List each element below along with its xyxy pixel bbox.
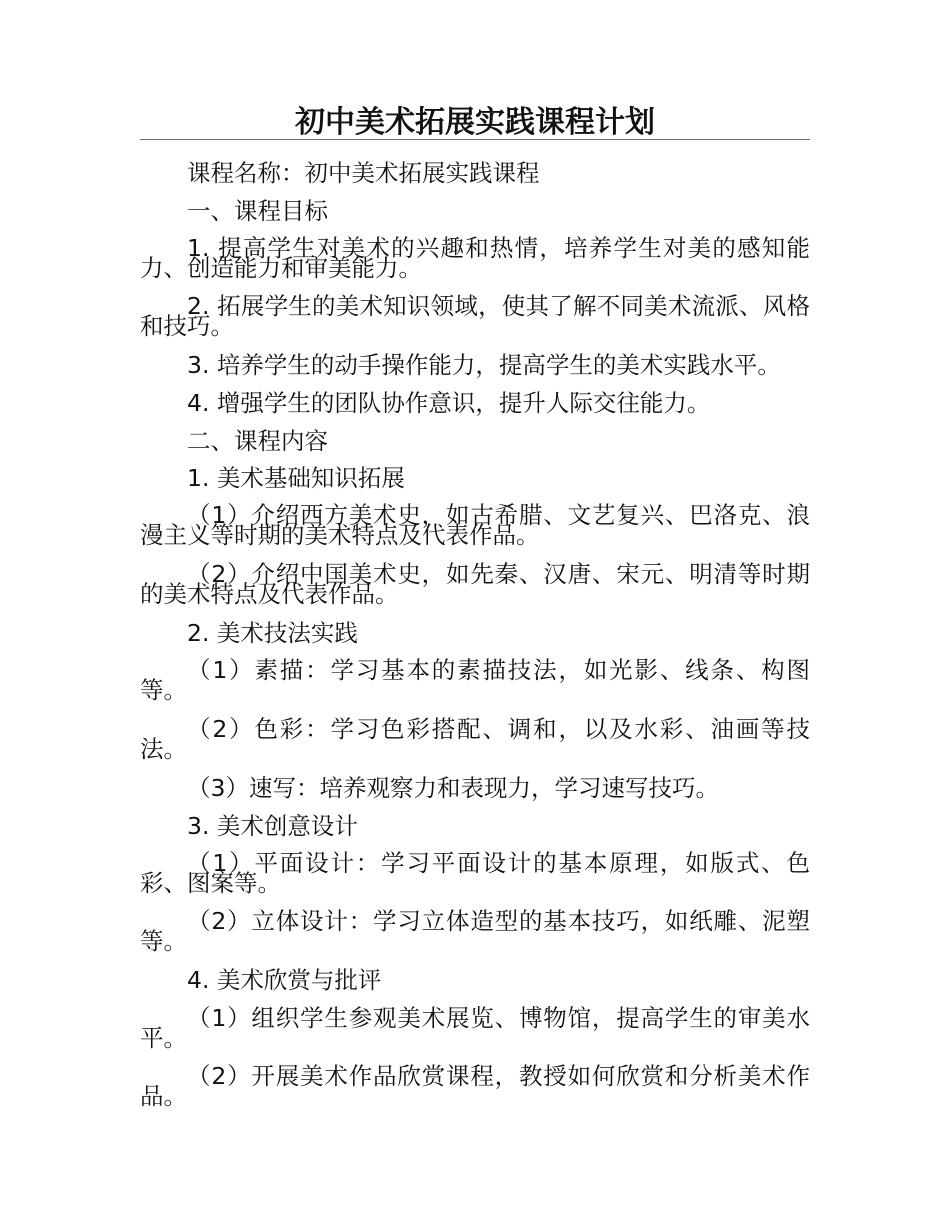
topic-heading: 1. 美术基础知识拓展 <box>187 464 405 492</box>
topic-item: （2）开展美术作品欣赏课程，教授如何欣赏和分析美术作品。 <box>140 1062 810 1110</box>
section-heading-goals: 一、课程目标 <box>187 197 328 225</box>
topic-item: （2）立体设计：学习立体造型的基本技巧，如纸雕、泥塑等。 <box>140 907 810 955</box>
course-name: 课程名称：初中美术拓展实践课程 <box>187 159 540 187</box>
topic-heading: 4. 美术欣赏与批评 <box>187 966 382 994</box>
goal-item: 4. 增强学生的团队协作意识，提升人际交往能力。 <box>187 389 711 417</box>
topic-item: （1）平面设计：学习平面设计的基本原理，如版式、色彩、图案等。 <box>140 849 810 897</box>
goal-item: 3. 培养学生的动手操作能力，提高学生的美术实践水平。 <box>187 351 781 379</box>
document-title: 初中美术拓展实践课程计划 <box>295 105 655 140</box>
topic-item: （2）色彩：学习色彩搭配、调和，以及水彩、油画等技法。 <box>140 715 810 763</box>
topic-heading: 3. 美术创意设计 <box>187 812 358 840</box>
goal-item: 2. 拓展学生的美术知识领域，使其了解不同美术流派、风格和技巧。 <box>140 292 810 340</box>
section-heading-content: 二、课程内容 <box>187 427 328 455</box>
topic-item: （3）速写：培养观察力和表现力，学习速写技巧。 <box>187 774 719 802</box>
topic-heading: 2. 美术技法实践 <box>187 619 358 647</box>
goal-item: 1. 提高学生对美术的兴趣和热情，培养学生对美的感知能力、创造能力和审美能力。 <box>140 234 810 282</box>
topic-item: （1）组织学生参观美术展览、博物馆，提高学生的审美水平。 <box>140 1004 810 1052</box>
title-underline <box>140 139 810 140</box>
topic-item: （1）素描：学习基本的素描技法，如光影、线条、构图等。 <box>140 656 810 704</box>
topic-item: （1）介绍西方美术史，如古希腊、文艺复兴、巴洛克、浪漫主义等时期的美术特点及代表作品。 <box>140 501 810 549</box>
topic-item: （2）介绍中国美术史，如先秦、汉唐、宋元、明清等时期的美术特点及代表作品。 <box>140 560 810 608</box>
